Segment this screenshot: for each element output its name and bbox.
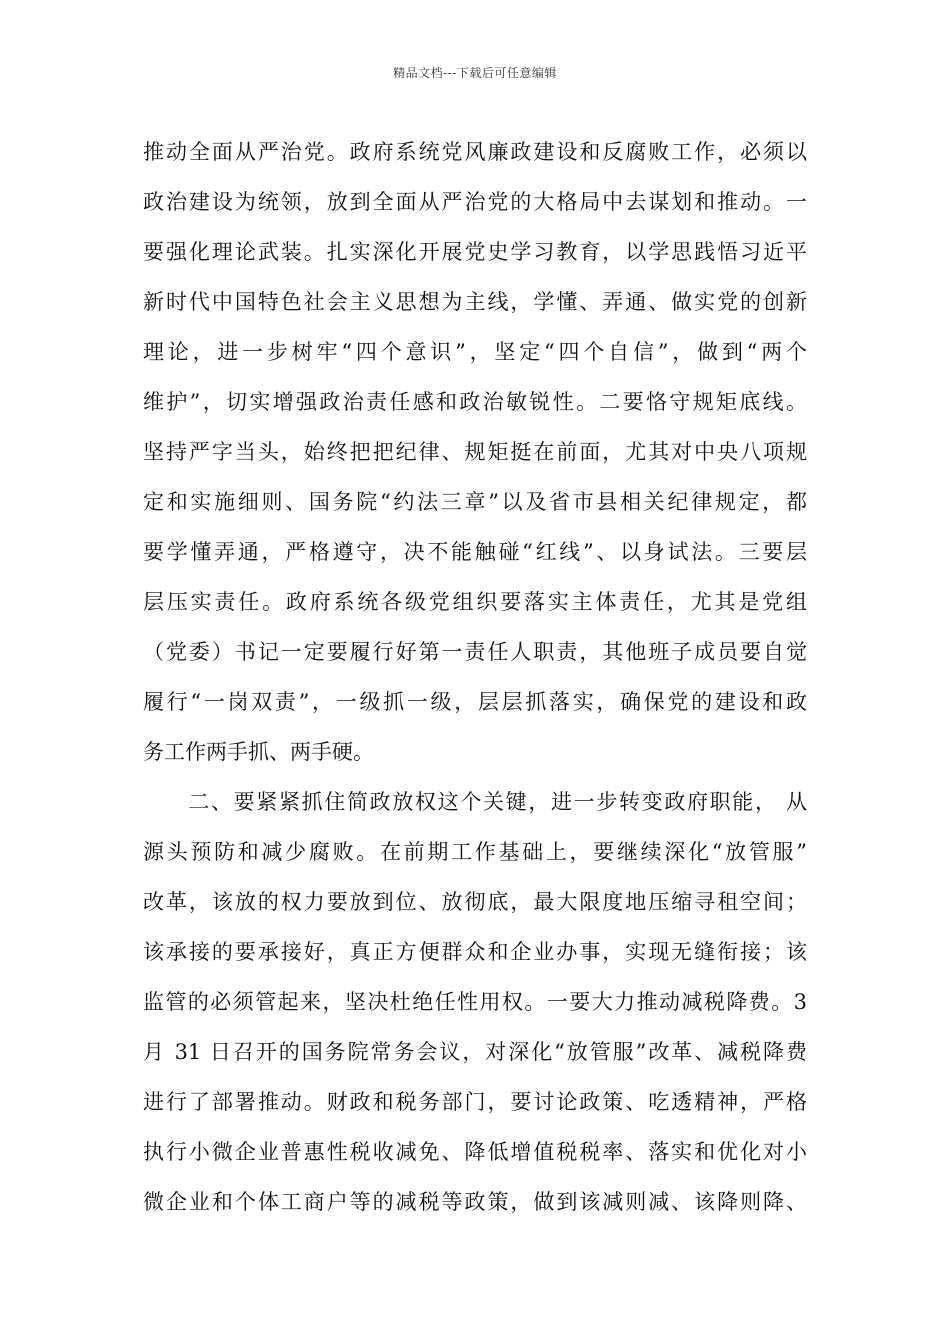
text-line: 维护”，切实增强政治责任感和政治敏锐性。二要恪守规矩底线。 — [143, 390, 807, 414]
text-line: 源头预防和减少腐败。在前期工作基础上，要继续深化“放管服” — [143, 840, 807, 864]
text-line: 改革，该放的权力要放到位、放彻底，最大限度地压缩寻租空间； — [143, 890, 807, 914]
text-line: 该承接的要承接好，真正方便群众和企业办事，实现无缝衔接；该 — [143, 940, 807, 964]
page-header: 精品文档---下载后可任意编辑 — [393, 66, 557, 80]
text-line: 政治建设为统领，放到全面从严治党的大格局中去谋划和推动。一 — [143, 190, 807, 214]
text-line: 定和实施细则、国务院“约法三章”以及省市县相关纪律规定，都 — [143, 490, 807, 514]
text-line: 要强化理论武装。扎实深化开展党史学习教育，以学思践悟习近平 — [143, 240, 807, 264]
paragraph-2 — [143, 777, 807, 1227]
text-line: 进行了部署推动。财政和税务部门，要讨论政策、吃透精神，严格 — [143, 1090, 807, 1114]
text-line: 执行小微企业普惠性税收减免、降低增值税税率、落实和优化对小 — [143, 1140, 807, 1164]
text-line: 务工作两手抓、两手硬。 — [143, 740, 374, 764]
text-line: 监管的必须管起来，坚决杜绝任性用权。一要大力推动减税降费。3 — [143, 990, 807, 1014]
text-line: 坚持严字当头，始终把把纪律、规矩挺在前面，尤其对中央八项规 — [143, 440, 807, 464]
paragraph-1 — [143, 127, 807, 777]
text-line: 推动全面从严治党。政府系统党风廉政建设和反腐败工作，必须以 — [143, 140, 807, 164]
text-line: 二、要紧紧抓住简政放权这个关键，进一步转变政府职能， 从 — [143, 790, 807, 814]
text-line: 层压实责任。政府系统各级党组织要落实主体责任，尤其是党组 — [143, 590, 807, 614]
text-line: 要学懂弄通，严格遵守，决不能触碰“红线”、以身试法。三要层 — [143, 540, 807, 564]
text-line: 理论，进一步树牢“四个意识”，坚定“四个自信”，做到“两个 — [143, 340, 807, 364]
document-body — [143, 127, 807, 1227]
text-line: 月 31 日召开的国务院常务会议，对深化“放管服”改革、减税降费 — [143, 1040, 807, 1064]
text-line: 履行“一岗双责”，一级抓一级，层层抓落实，确保党的建设和政 — [143, 690, 807, 714]
text-line: 新时代中国特色社会主义思想为主线，学懂、弄通、做实党的创新 — [143, 290, 807, 314]
text-line: （党委）书记一定要履行好第一责任人职责，其他班子成员要自觉 — [143, 640, 807, 664]
text-line: 微企业和个体工商户等的减税等政策，做到该减则减、该降则降、 — [143, 1190, 807, 1214]
